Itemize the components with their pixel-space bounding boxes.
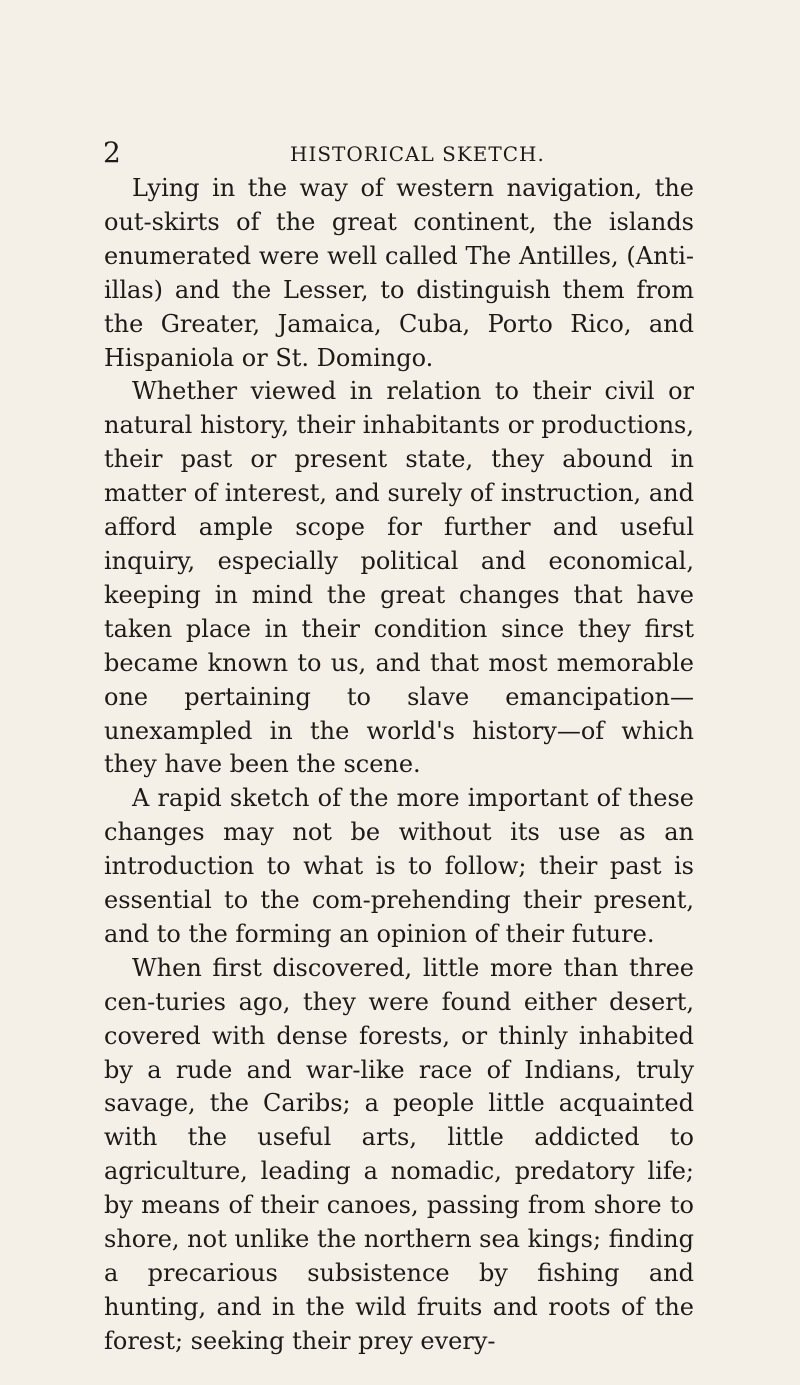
page-number: 2 (103, 136, 121, 169)
paragraph-3: A rapid sketch of the more important of these changes may not be without its use as an introduction to what is to follow; their past is essential to the com-prehending their present, and to the forming an opinion of their future. (104, 784, 694, 948)
running-head (0, 136, 800, 170)
paragraph-4: When first discovered, little more than three cen-turies ago, they were found either desert, covered with dense forests, or thinly inhabited by a rude and war-like race of Indians, truly savage, the Caribs; a people little acquainted with the useful arts, little addicted to agriculture, leading a nomadic, predatory life; by means of their canoes, passing from shore to shore, not unlike the northern sea kings; finding a precarious subsistence by fishing and hunting, and in the wild fruits and roots of the forest; seeking their prey every- (104, 953, 695, 1355)
paragraph-1: Lying in the way of western navigation, the out-skirts of the great continent, the islands enumerated were well called The Antilles, (Anti-illas) and the Lesser, to distinguish them from the Greater, Jamaica, Cuba, Porto Rico, and Hispaniola or St. Domingo. (104, 174, 694, 372)
running-title: HISTORICAL SKETCH. (290, 142, 545, 166)
paragraph-2: Whether viewed in relation to their civil or natural history, their inhabitants or productions, their past or present state, they abound in matter of interest, and surely of instruction, and afford ample scope for further and useful inquiry, especially political and economical, keeping in mind the great changes that have taken place in their condition since they first became known to us, and that most memorable one pertaining to slave emancipation—unexampled in the world's history—of which they have been the scene. (104, 377, 694, 779)
body-text (104, 172, 694, 1359)
